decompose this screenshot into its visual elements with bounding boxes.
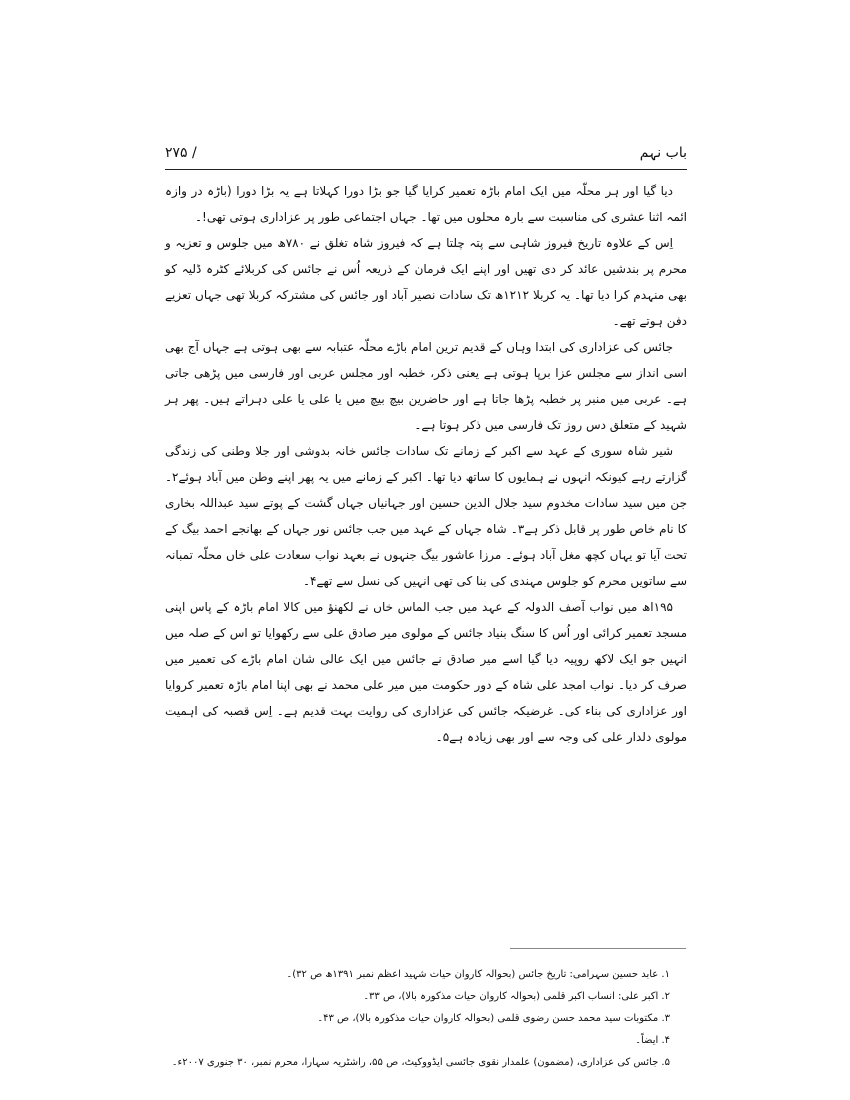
paragraph: دیا گیا اور ہر محلّہ میں ایک امام باڑہ تعمیر کرایا گیا جو بڑا دورا کہلاتا ہے یہ بڑا دورا (باڑہ در وازہ ائمہ اثنا عشری کی مناسبت سے بارہ محلوں میں تھا۔ جہاں اجتماعی طور پر عزاداری ہوتی تھی!۔ — [165, 184, 687, 224]
footnote-item: ۳. مکتوبات سید محمد حسن رضوی قلمی (بحوالہ کاروان حیات مذکورہ بالا)، ص ۴۳۔ — [317, 1013, 670, 1024]
page-number: / ۲۷۵ — [165, 145, 197, 161]
footnote-divider — [510, 948, 686, 949]
footnote-item: ۲. اکبر علی: انساب اکبر قلمی (بحوالہ کاروان حیات مذکورہ بالا)، ص ۳۳۔ — [363, 991, 670, 1002]
footnote-item: ۴. ایضاً۔ — [635, 1035, 670, 1046]
paragraph: جائس کی عزاداری کی ابتدا وہاں کے قدیم ترین امام باڑے محلّہ عتبابہ سے بھی ہوتی ہے جہاں آج بھی اسی انداز سے مجلس عزا برپا ہوتی ہے یعنی ذکر، خطبہ اور مجلس عربی اور فارسی میں پڑھی جاتی ہے۔ عربی میں منبر پر خطبہ پڑھا جاتا ہے اور حاضرین بیچ بیچ میں یا علی یا علی دہراتے ہیں۔ پھر ہر شہید کے متعلق دس روز تک فارسی میں ذکر ہوتا ہے۔ — [165, 340, 687, 432]
chapter-label: باب نہم — [639, 145, 687, 161]
page-header — [165, 143, 687, 170]
footnote-item: ۱. عابد حسین سہرامی: تاریخ جائس (بحوالہ کاروان حیات شہید اعظم نمبر ۱۳۹۱ھ ص ۳۲)۔ — [286, 969, 670, 980]
paragraph: اِس کے علاوہ تاریخ فیروز شاہی سے پتہ چلتا ہے کہ فیروز شاہ تغلق نے ۷۸۰ھ میں جلوس و تعزیہ و محرم پر بندشیں عائد کر دی تھیں اور اپنے ایک فرمان کے ذریعہ اُس نے جائس کی کربلائے کٹرہ ڈلیہ کو بھی منہدم کرا دیا تھا۔ یہ کربلا ۱۲۱۲ھ تک سادات نصیر آباد اور جائس کی مشترکہ کربلا تھی جہاں تعزیے دفن ہوتے تھے۔ — [165, 236, 688, 328]
paragraph: ۱۹۵اھ میں نواب آصف الدولہ کے عہد میں جب الماس خاں نے لکھنؤ میں کالا امام باڑہ کے پاس اپنی مسجد تعمیر کرائی اور اُس کا سنگ بنیاد جائس کے مولوی میر صادق علی سے رکھوایا تو اس کے صلہ میں انہیں جو ایک لاکھ روپیہ دیا گیا اسے میر صادق نے جائس میں ایک عالی شان امام باڑے کی تعمیر میں صرف کر دیا۔ نواب امجد علی شاہ کے دور حکومت میں میر علی محمد نے بھی اپنا امام باڑہ تعمیر کروایا اور عزاداری کی بناء کی۔ غرضیکہ جائس کی عزاداری کی روایت بہت قدیم ہے۔ اِس قصبہ کی اہمیت مولوی دلدار علی کی وجہ سے اور بھی زیادہ ہے۵۔ — [165, 600, 687, 744]
footnote-item: ۵. جائس کی عزاداری، (مضمون) علمدار نقوی جائسی ایڈووکیٹ، ص ۵۵، راشٹریہ سہارا، محرم نمبر، ۳۰ جنوری ۲۰۰۷ء۔ — [171, 1057, 670, 1068]
body-text — [165, 178, 687, 750]
footnotes — [165, 964, 670, 1074]
paragraph: شیر شاہ سوری کے عہد سے اکبر کے زمانے تک سادات جائس خانہ بدوشی اور جلا وطنی کی زندگی گزارتے رہے کیونکہ انہوں نے ہمایوں کا ساتھ دیا تھا۔ اکبر کے زمانے میں یہ پھر اپنے وطن میں آباد ہوئے۲۔ جن میں سید سادات مخدوم سید جلال الدین حسین اور جہانیاں جہاں گشت کے پوتے سید عبداللہ بخاری کا نام خاص طور پر قابل ذکر ہے۳۔ شاہ جہاں کے عہد میں جب جائس نور جہاں کے بھانجے احمد بیگ کے تحت آیا تو یہاں کچھ مغل آباد ہوئے۔ مرزا عاشور بیگ جنہوں نے بعہد نواب سعادت علی خاں محلّہ تمبانہ سے ساتویں محرم کو جلوس مہندی کی بنا کی تھی انہیں کی نسل سے تھے۴۔ — [165, 444, 687, 588]
